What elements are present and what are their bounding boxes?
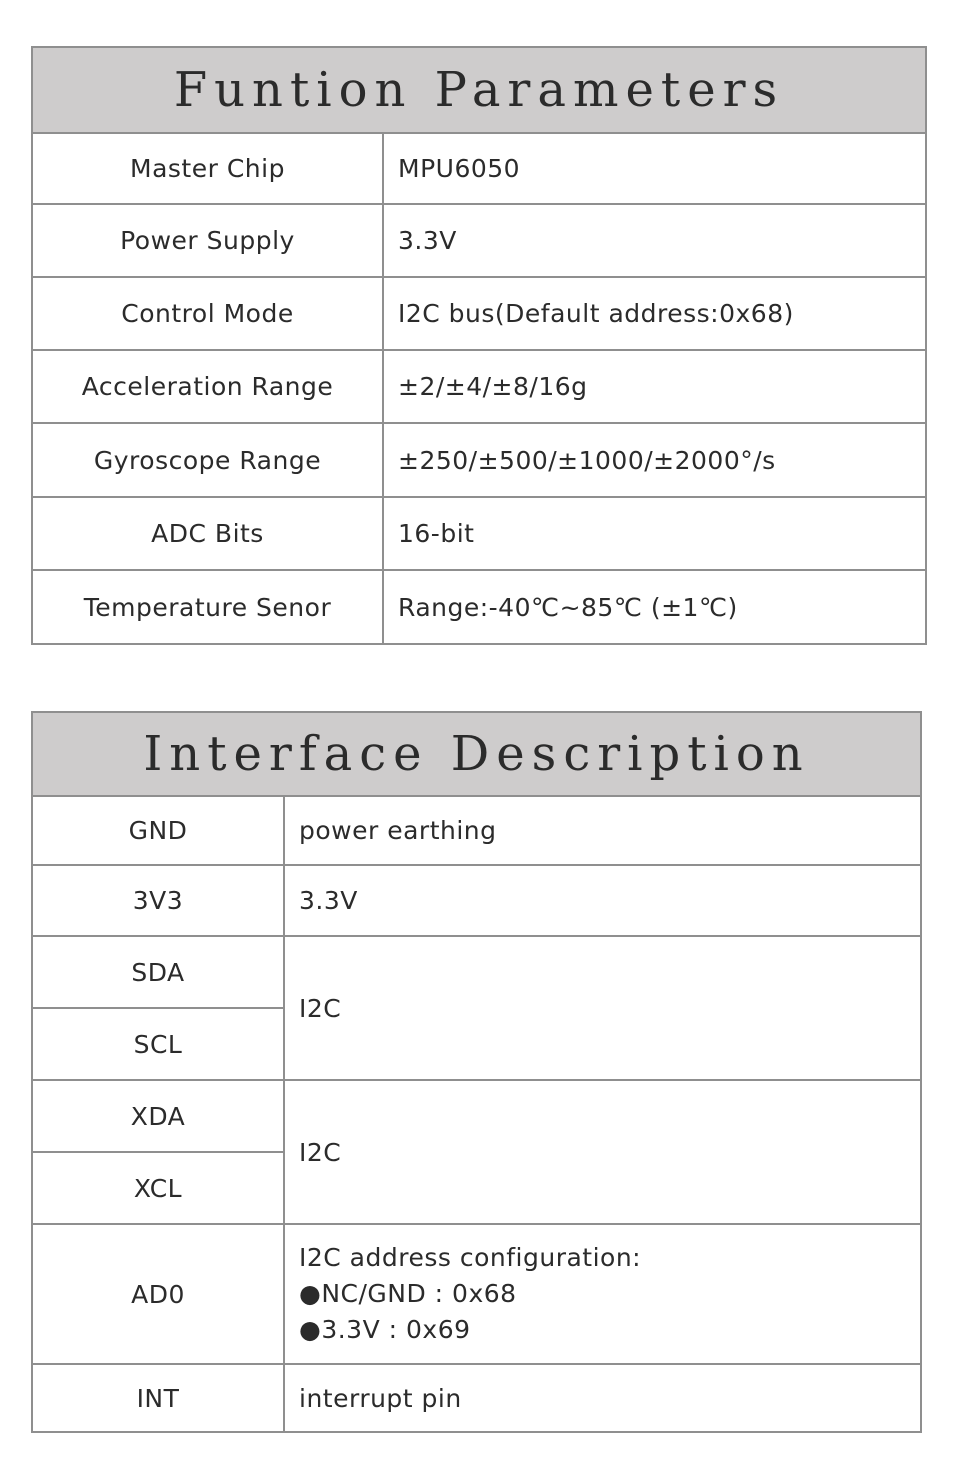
pin-ad0-description [284, 1224, 921, 1364]
table-row [32, 936, 921, 1008]
pin-3v3: 3V3 [32, 865, 284, 936]
table-row [32, 1224, 921, 1364]
pin-xda-xcl-description: I2C [284, 1080, 921, 1224]
ad0-desc-line: ●3.3V : 0x69 [299, 1315, 471, 1344]
table-row [32, 423, 926, 497]
table-row [32, 570, 926, 644]
param-label-temperature-sensor: Temperature Senor [32, 570, 383, 644]
pin-int: INT [32, 1364, 284, 1432]
table-row [32, 350, 926, 423]
param-label-power-supply: Power Supply [32, 204, 383, 277]
param-label-adc-bits: ADC Bits [32, 497, 383, 570]
param-label-control-mode: Control Mode [32, 277, 383, 350]
interface-description-title: Interface Description [32, 712, 921, 796]
pin-xda: XDA [32, 1080, 284, 1152]
param-value-master-chip: MPU6050 [383, 133, 926, 204]
function-parameters-table [31, 46, 927, 645]
param-value-gyroscope-range: ±250/±500/±1000/±2000°/s [383, 423, 926, 497]
pin-int-description: interrupt pin [284, 1364, 921, 1432]
table-row [32, 796, 921, 865]
ad0-desc-line: ●NC/GND : 0x68 [299, 1279, 517, 1308]
param-value-power-supply: 3.3V [383, 204, 926, 277]
param-label-master-chip: Master Chip [32, 133, 383, 204]
table-row [32, 497, 926, 570]
ad0-desc-line: I2C address configuration: [299, 1243, 642, 1272]
function-parameters-title: Funtion Parameters [32, 47, 926, 133]
param-value-temperature-sensor: Range:-40℃~85℃ (±1℃) [383, 570, 926, 644]
interface-description-table [31, 711, 922, 1433]
table-row [32, 277, 926, 350]
param-label-acceleration-range: Acceleration Range [32, 350, 383, 423]
param-label-gyroscope-range: Gyroscope Range [32, 423, 383, 497]
pin-sda-scl-description: I2C [284, 936, 921, 1080]
pin-3v3-description: 3.3V [284, 865, 921, 936]
param-value-adc-bits: 16-bit [383, 497, 926, 570]
table-row [32, 133, 926, 204]
pin-gnd: GND [32, 796, 284, 865]
pin-ad0: AD0 [32, 1224, 284, 1364]
pin-gnd-description: power earthing [284, 796, 921, 865]
pin-xcl: XCL [32, 1152, 284, 1224]
param-value-control-mode: I2C bus(Default address:0x68) [383, 277, 926, 350]
pin-scl: SCL [32, 1008, 284, 1080]
param-value-acceleration-range: ±2/±4/±8/16g [383, 350, 926, 423]
table-row [32, 1364, 921, 1432]
table-row [32, 865, 921, 936]
table-row [32, 204, 926, 277]
table-row [32, 1080, 921, 1152]
pin-sda: SDA [32, 936, 284, 1008]
